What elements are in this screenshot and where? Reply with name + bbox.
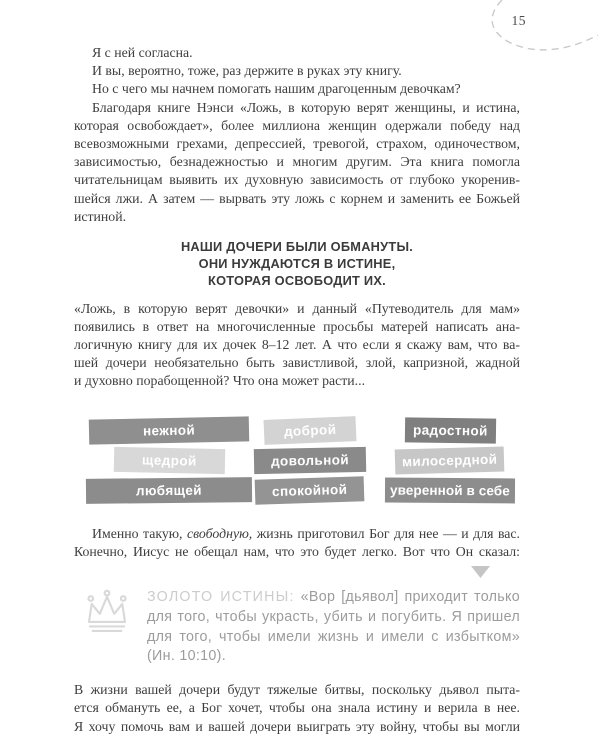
arrow-row <box>74 565 520 578</box>
text-segment: жизнь приготовил Бог для нее — и для вас. <box>252 525 520 541</box>
text-line: Я хочу помочь вам и вашей дочери выиграть эту войну, чтобы вы могли <box>74 718 520 734</box>
text-line: логичную книгу для их дочек 8–12 лет. А что если я скажу вам, что ва- <box>74 337 520 353</box>
text-line: зависимостью, безнадежностью и многим другим. Эта книга помогла <box>74 154 520 170</box>
section-heading <box>74 238 520 290</box>
quality-tag: щедрой <box>113 447 224 474</box>
quote-line: (Ин. 10:10). <box>147 648 226 665</box>
heading-line: КОТОРАЯ ОСВОБОДИТ ИХ. <box>208 273 386 289</box>
gold-of-truth-quote <box>74 588 520 667</box>
down-arrow-icon <box>471 566 490 578</box>
text-line: Но с чего мы начнем помогать нашим драгоценным девочкам? <box>92 81 461 97</box>
text-line: шейся лжи. А затем — вырвать эту ложь с корнем и заменить ее Божьей <box>74 190 520 206</box>
crown-icon <box>80 589 134 635</box>
quality-tag: уверенной в себе <box>385 477 515 503</box>
text-line: Конечно, Иисус не обещал нам, что это будет легко. Вот что Он сказал: <box>74 543 520 559</box>
quality-tag: милосердной <box>395 446 505 474</box>
paragraph <box>74 681 520 736</box>
page-number: 15 <box>511 13 526 28</box>
text-line: Я с ней согласна. <box>92 45 193 60</box>
paragraph <box>74 525 520 561</box>
quality-tag: радостной <box>404 417 495 443</box>
text-line <box>74 525 520 543</box>
quality-tags-grid <box>74 418 520 503</box>
page-content <box>74 44 520 736</box>
quality-tag: спокойной <box>255 476 365 504</box>
emphasis-word: свободную, <box>187 525 253 541</box>
quality-tag: нежной <box>89 416 250 444</box>
text-segment: Именно такую, <box>92 525 187 541</box>
quality-tag: довольной <box>254 447 366 474</box>
quote-line <box>147 588 520 608</box>
text-line: читательницам выявить их духовную зависимость от глубоко укоренив- <box>74 172 520 188</box>
paragraph <box>74 300 520 391</box>
heading-line: ОНИ НУЖДАЮТСЯ В ИСТИНЕ, <box>198 256 396 272</box>
text-line: истиной. <box>74 208 127 224</box>
quote-line: для того, чтобы украсть, убить и погубить. Я пришел <box>147 608 520 625</box>
quote-text: «Вор [дьявол] приходит только <box>300 589 520 606</box>
quote-line: для того, чтобы имели жизнь и имели с избытком» <box>147 628 520 645</box>
text-line: шей дочери необязательно быть завистливой, злой, капризной, жадной <box>74 355 520 371</box>
text-line: И вы, вероятно, тоже, раз держите в руках эту книгу. <box>92 63 402 79</box>
text-line: Благодаря книге Нэнси «Ложь, в которую верят женщины, и истина, <box>92 99 520 115</box>
text-line: всевозможными грехами, депрессией, тревогой, страхом, одиночеством, <box>74 136 520 152</box>
heading-line: НАШИ ДОЧЕРИ БЫЛИ ОБМАНУТЫ. <box>180 239 414 255</box>
text-line: ется обмануть ее, а Бог хочет, чтобы она знала истину и верила в нее. <box>74 700 520 716</box>
quality-tag: доброй <box>263 416 356 445</box>
text-line: появились в ответ на многочисленные просьбы матерей написать ана- <box>74 318 520 334</box>
text-line: «Ложь, в которую верят девочки» и данный «Путеводитель для мам» <box>74 300 520 316</box>
text-line: и духовно порабощенной? Что она может расти... <box>74 373 366 389</box>
text-line: В жизни вашей дочери будут тяжелые битвы, поскольку дьявол пыта- <box>74 682 520 698</box>
quality-tag: любящей <box>86 477 252 504</box>
quote-label: ЗОЛОТО ИСТИНЫ: <box>147 589 295 606</box>
text-line: которая освобождает», более миллиона женщин одержали победу над <box>74 117 520 133</box>
